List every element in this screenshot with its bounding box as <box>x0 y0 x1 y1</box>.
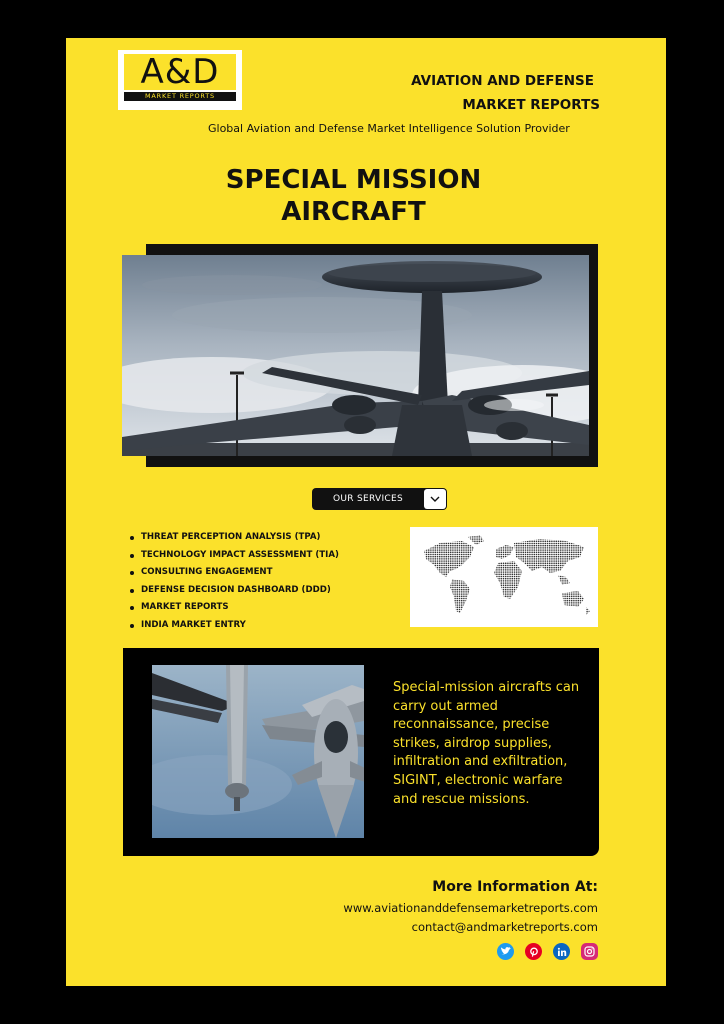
linkedin-icon[interactable] <box>553 943 570 960</box>
service-item: INDIA MARKET ENTRY <box>130 617 339 635</box>
service-item: CONSULTING ENGAGEMENT <box>130 564 339 582</box>
our-services-label: OUR SERVICES <box>332 494 404 504</box>
title-line-1: SPECIAL MISSION <box>225 165 482 195</box>
brand-name <box>411 69 600 117</box>
company-logo[interactable] <box>118 50 242 110</box>
website-link[interactable]: www.aviationanddefensemarketreports.com <box>343 901 598 915</box>
service-item: MARKET REPORTS <box>130 599 339 617</box>
awacs-aircraft-photo <box>122 255 589 456</box>
email-link[interactable]: contact@andmarketreports.com <box>411 920 598 934</box>
info-panel <box>123 648 599 856</box>
logo-wordmark: A&D <box>124 54 236 90</box>
description-text: Special-mission aircrafts can carry out armed reconnaissance, precise strikes, airdrop supplies, infiltration and exfiltration, SIGINT, electronic warfare and rescue missions. <box>393 680 580 807</box>
brand-line-2: MARKET REPORTS <box>462 97 600 113</box>
chevron-down-icon[interactable] <box>424 489 446 509</box>
service-item: THREAT PERCEPTION ANALYSIS (TPA) <box>130 529 339 547</box>
twitter-icon[interactable] <box>497 943 514 960</box>
our-services-dropdown[interactable] <box>312 488 447 510</box>
page-title <box>186 164 521 228</box>
logo-subtitle: MARKET REPORTS <box>124 92 236 101</box>
social-icons <box>497 943 598 960</box>
world-map-image <box>410 527 598 627</box>
refueling-aircraft-photo <box>152 665 364 838</box>
instagram-icon[interactable] <box>581 943 598 960</box>
services-list <box>130 529 339 634</box>
pinterest-icon[interactable] <box>525 943 542 960</box>
title-line-2: AIRCRAFT <box>281 197 426 227</box>
more-info-heading: More Information At: <box>432 879 598 895</box>
service-item: DEFENSE DECISION DASHBOARD (DDD) <box>130 582 339 600</box>
flyer-page <box>66 38 666 986</box>
brand-line-1: AVIATION AND DEFENSE <box>411 73 594 89</box>
tagline: Global Aviation and Defense Market Intelligence Solution Provider <box>208 122 570 135</box>
service-item: TECHNOLOGY IMPACT ASSESSMENT (TIA) <box>130 547 339 565</box>
